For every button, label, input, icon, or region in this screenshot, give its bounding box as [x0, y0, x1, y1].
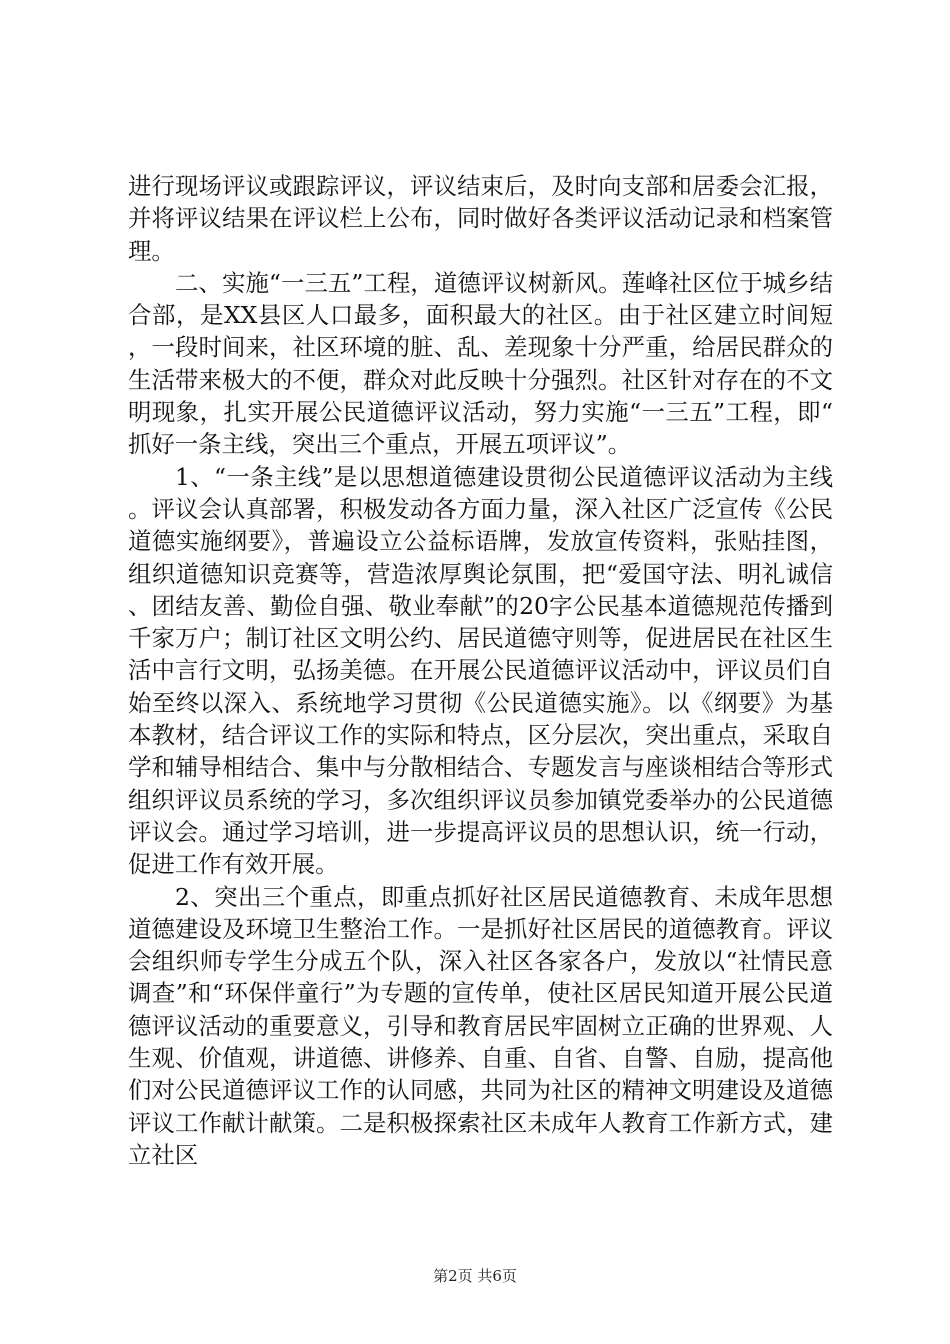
document-body — [128, 170, 833, 1171]
page-number-footer: 第2页 共6页 — [433, 1267, 517, 1285]
paragraph-item-two: 2、突出三个重点，即重点抓好社区居民道德教育、未成年思想道德建设及环境卫生整治工作。一是抓好社区居民的道德教育。评议会组织师专学生分成五个队，深入社区各家各户，发放以“社情民意调查”和“环保伴童行”为专题的宣传单，使社区居民知道开展公民道德评议活动的重要意义，引导和教育居民牢固树立正确的世界观、人生观、价值观，讲道德、讲修养、自重、自省、自警、自励，提高他们对公民道德评议工作的认同感，共同为社区的精神文明建设及道德评议工作献计献策。二是积极探索社区未成年人教育工作新方式，建立社区 — [128, 882, 833, 1169]
paragraph-continued: 进行现场评议或跟踪评议，评议结束后，及时向支部和居委会汇报，并将评议结果在评议栏上公布，同时做好各类评议活动记录和档案管理。 — [128, 172, 833, 265]
paragraph-item-one: 1、“一条主线”是以思想道德建设贯彻公民道德评议活动为主线。评议会认真部署，积极发动各方面力量，深入社区广泛宣传《公民道德实施纲要》，普遍设立公益标语牌，发放宣传资料，张贴挂图，组织道德知识竞赛等，营造浓厚舆论氛围，把“爱国守法、明礼诚信、团结友善、勤俭自强、敬业奉献”的20字公民基本道德规范传播到千家万户；制订社区文明公约、居民道德守则等，促进居民在社区生活中言行文明，弘扬美德。在开展公民道德评议活动中，评议员们自始至终以深入、系统地学习贯彻《公民道德实施》。以《纲要》为基本教材，结合评议工作的实际和特点，区分层次，突出重点，采取自学和辅导相结合、集中与分散相结合、专题发言与座谈相结合等形式组织评议员系统的学习，多次组织评议员参加镇党委举办的公民道德评议会。通过学习培训，进一步提高评议员的思想认识，统一行动，促进工作有效开展。 — [128, 462, 833, 879]
paragraph-section-two: 二、实施“一三五”工程，道德评议树新风。莲峰社区位于城乡结合部，是XX县区人口最多，面积最大的社区。由于社区建立时间短，一段时间来，社区环境的脏、乱、差现象十分严重，给居民群众的生活带来极大的不便，群众对此反映十分强烈。社区针对存在的不文明现象，扎实开展公民道德评议活动，努力实施“一三五”工程，即“抓好一条主线，突出三个重点，开展五项评议”。 — [128, 268, 833, 459]
